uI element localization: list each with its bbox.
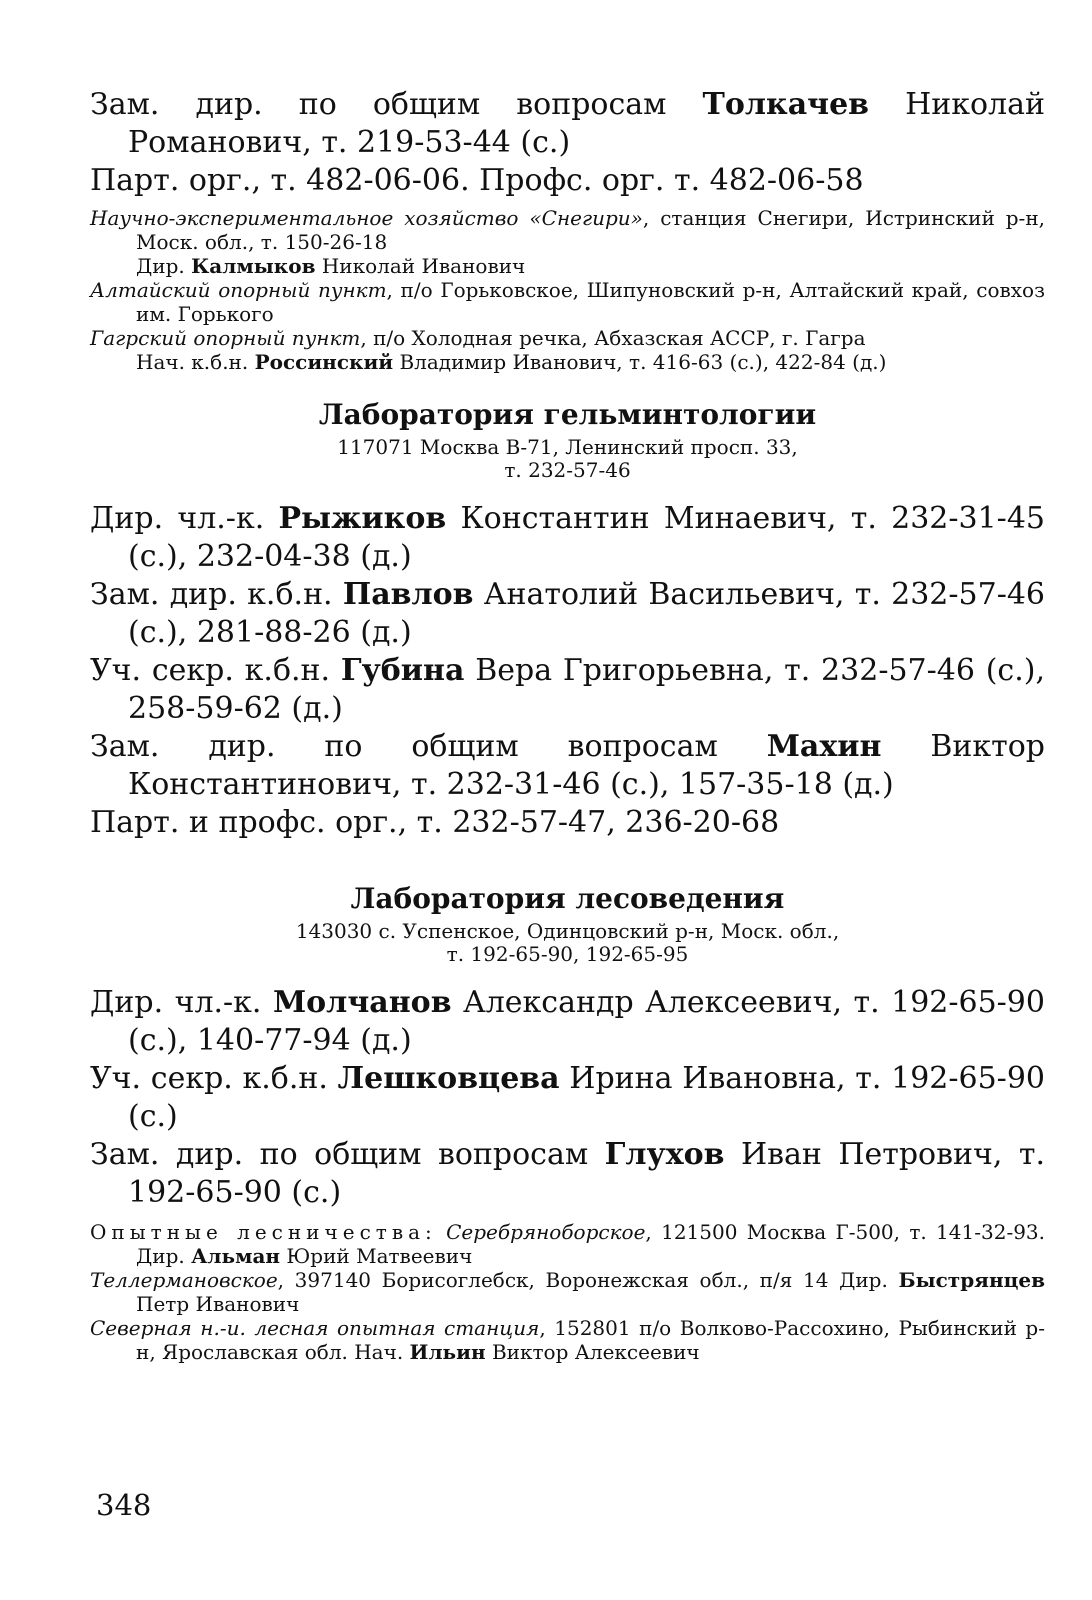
subunit-head: Дир. Калмыков Николай Иванович: [136, 254, 526, 278]
forestry-title: Северная н.-и. лесная опытная станция: [90, 1316, 540, 1340]
staff-entry: Зам. дир. по общим вопросам Толкачев Николай Романович, т. 219-53-44 (с.): [90, 87, 1045, 160]
lab-title: Лаборатория гельминтологии: [318, 398, 817, 431]
lab-title: Лаборатория лесоведения: [350, 882, 785, 915]
staff-entry: Зам. дир. по общим вопросам Махин Виктор Константинович, т. 232-31-46 (с.), 157-35-18 (д.): [90, 729, 1045, 802]
staff-entry: Уч. секр. к.б.н. Губина Вера Григорьевна, т. 232-57-46 (с.), 258-59-62 (д.): [90, 653, 1045, 726]
forestry-entry: Опытные лесничества: Серебряноборское, 121500 Москва Г-500, т. 141-32-93. Дир. Альман Юрий Матвеевич: [90, 1220, 1046, 1268]
subunit-head: Нач. к.б.н. Россинский Владимир Иванович, т. 416-63 (с.), 422-84 (д.): [136, 350, 887, 374]
forestry-entry: Теллермановское, 397140 Борисоглебск, Воронежская обл., п/я 14 Дир. Быстрянцев Петр Иванович: [90, 1268, 1045, 1316]
staff-name: Молчанов: [272, 985, 452, 1020]
forestries-label: Опытные лесничества:: [90, 1220, 437, 1244]
lab-address: 117071 Москва В-71, Ленинский просп. 33,: [337, 435, 798, 459]
org-contacts: Парт. орг., т. 482-06-06. Профс. орг. т. 482-06-58: [90, 163, 864, 198]
staff-entry: Дир. чл.-к. Молчанов Александр Алексеевич, т. 192-65-90 (с.), 140-77-94 (д.): [90, 985, 1045, 1058]
staff-entry: Зам. дир. к.б.н. Павлов Анатолий Васильевич, т. 232-57-46 (с.), 281-88-26 (д.): [90, 577, 1046, 650]
subunit-entry: Гагрский опорный пункт, п/о Холодная речка, Абхазская АССР, г. Гагра: [90, 326, 866, 350]
lab-phone: т. 232-57-46: [504, 458, 631, 482]
staff-name: Лешковцева: [337, 1061, 560, 1096]
subunit-entry: Научно-экспериментальное хозяйство «Снегири», станция Снегири, Истринский р-н, Моск. обл., т. 150-26-18: [90, 206, 1046, 254]
staff-name: Рыжиков: [278, 501, 447, 536]
subunit-title: Научно-экспериментальное хозяйство «Снегири»: [90, 206, 643, 230]
lab-address: 143030 с. Успенское, Одинцовский р-н, Моск. обл.,: [295, 919, 840, 943]
staff-entry: Зам. дир. по общим вопросам Глухов Иван Петрович, т. 192-65-90 (с.): [90, 1137, 1045, 1210]
document-page: [90, 86, 1045, 1364]
org-contacts: Парт. и профс. орг., т. 232-57-47, 236-20-68: [90, 805, 780, 840]
staff-name: Губина: [340, 653, 465, 688]
forestry-entry: Северная н.-и. лесная опытная станция, 152801 п/о Волково-Рассохино, Рыбинский р-н, Ярославская обл. Нач. Ильин Виктор Алексеевич: [90, 1316, 1045, 1364]
page-number: 348: [96, 1488, 152, 1522]
forestry-title: Серебряноборское: [446, 1220, 646, 1244]
forestry-title: Теллермановское: [90, 1268, 278, 1292]
staff-entry: Дир. чл.-к. Рыжиков Константин Минаевич, т. 232-31-45 (с.), 232-04-38 (д.): [90, 501, 1045, 574]
subunit-entry: Алтайский опорный пункт, п/о Горьковское, Шипуновский р-н, Алтайский край, совхоз им. Горького: [90, 278, 1045, 326]
subunit-title: Алтайский опорный пункт: [90, 278, 387, 302]
subunit-title: Гагрский опорный пункт: [90, 326, 361, 350]
staff-name: Махин: [766, 729, 882, 764]
staff-name: Толкачев: [702, 87, 870, 122]
lab-phone: т. 192-65-90, 192-65-95: [446, 942, 689, 966]
staff-entry: Уч. секр. к.б.н. Лешковцева Ирина Ивановна, т. 192-65-90 (с.): [90, 1061, 1045, 1134]
staff-name: Павлов: [342, 577, 474, 612]
staff-name: Глухов: [604, 1137, 725, 1172]
